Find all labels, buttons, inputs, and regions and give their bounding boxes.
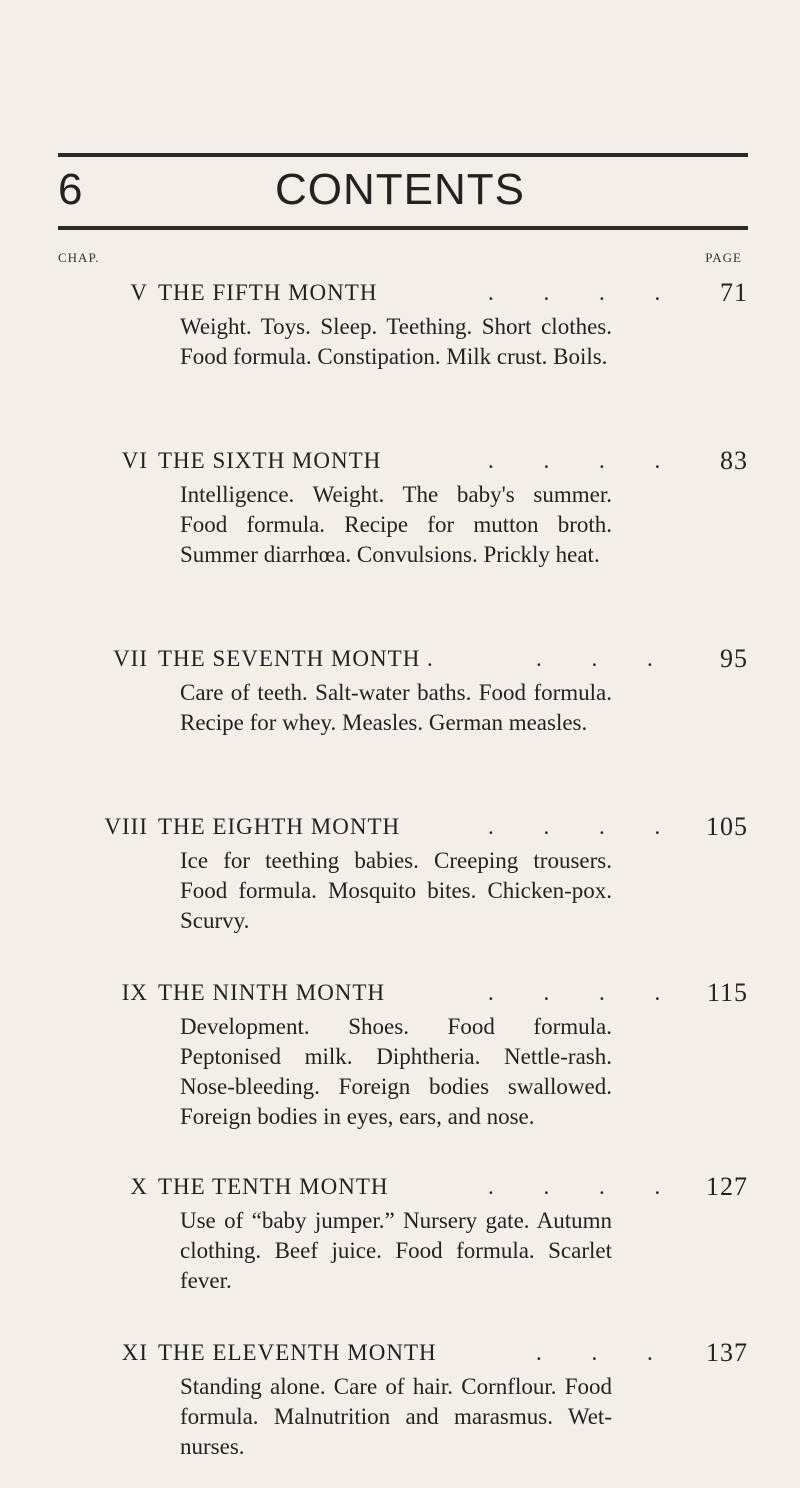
chapter-description: Weight. Toys. Sleep. Teething. Short clothes. Food formula. Constipation. Milk crust. Boils. xyxy=(180,314,612,369)
chapter-page: 71 xyxy=(720,278,748,307)
toc-entry xyxy=(58,1170,748,1296)
chapter-title: THE EIGHTH MONTH xyxy=(158,814,401,839)
toc-entry xyxy=(58,1336,748,1462)
leader-dots: . . . xyxy=(536,646,675,671)
chapter-title: THE SIXTH MONTH xyxy=(158,448,382,473)
chapter-description: Ice for teething babies. Creeping trousers. Food formula. Mosquito bites. Chicken-pox. Scurvy. xyxy=(180,848,612,933)
leader-dots: . . . . xyxy=(488,1174,683,1199)
chapter-page: 95 xyxy=(720,644,748,673)
toc-entry-heading xyxy=(58,1170,748,1204)
toc-entry-heading xyxy=(58,810,748,844)
toc-entry xyxy=(58,642,748,738)
header-bottom-rule xyxy=(58,226,748,230)
toc-entry xyxy=(58,276,748,372)
page-title: CONTENTS xyxy=(275,165,525,214)
chapter-numeral: V xyxy=(130,280,148,305)
chapter-numeral: VIII xyxy=(104,814,148,839)
toc-entry xyxy=(58,810,748,936)
chapter-description: Standing alone. Care of hair. Cornflour. Food formula. Malnutrition and marasmus. Wet-nurses. xyxy=(180,1374,612,1459)
leader-dots: . . . . xyxy=(488,280,683,305)
leader-dots: . . . . xyxy=(488,448,683,473)
chapter-title: THE ELEVENTH MONTH xyxy=(158,1340,437,1365)
chapter-title: THE NINTH MONTH xyxy=(158,980,386,1005)
page-column-heading: PAGE xyxy=(705,250,742,265)
chapter-title: THE TENTH MONTH xyxy=(158,1174,389,1199)
chapter-numeral: XI xyxy=(121,1340,148,1365)
toc-entry-heading xyxy=(58,276,748,310)
toc-entry-heading xyxy=(58,1336,748,1370)
toc-entry-heading xyxy=(58,976,748,1010)
chapter-page: 105 xyxy=(706,812,748,841)
chapter-page: 83 xyxy=(720,446,748,475)
chapter-description: Intelligence. Weight. The baby's summer. Food formula. Recipe for mutton broth. Summer diarrhœa. Convulsions. Prickly heat. xyxy=(180,482,612,567)
leader-dots: . . . . xyxy=(488,814,683,839)
chapter-numeral: VI xyxy=(121,448,148,473)
toc-entry-heading xyxy=(58,444,748,478)
chapter-page: 127 xyxy=(706,1172,748,1201)
chapter-description: Care of teeth. Salt-water baths. Food formula. Recipe for whey. Measles. German measles. xyxy=(180,680,612,735)
chapter-numeral: X xyxy=(130,1174,148,1199)
chapter-description: Use of “baby jumper.” Nursery gate. Autumn clothing. Beef juice. Food formula. Scarlet fever. xyxy=(180,1208,612,1293)
chap-column-heading: CHAP. xyxy=(58,250,100,265)
chapter-numeral: IX xyxy=(121,980,148,1005)
page-number: 6 xyxy=(58,165,83,214)
chapter-page: 115 xyxy=(706,978,748,1007)
header-top-rule xyxy=(58,153,748,157)
toc-entry-heading xyxy=(58,642,748,676)
chapter-title: THE SEVENTH MONTH . xyxy=(158,646,434,671)
chapter-title: THE FIFTH MONTH xyxy=(158,280,378,305)
chapter-numeral: VII xyxy=(113,646,148,671)
toc-entry xyxy=(58,444,748,570)
chapter-description: Development. Shoes. Food formula. Peptonised milk. Diphtheria. Nettle-rash. Nose-bleeding. Foreign bodies swallowed. Foreign bodies in eyes, ears, and nose. xyxy=(180,1014,612,1129)
chapter-page: 137 xyxy=(706,1338,748,1367)
leader-dots: . . . xyxy=(536,1340,675,1365)
toc-entry xyxy=(58,976,748,1132)
leader-dots: . . . . xyxy=(488,980,683,1005)
